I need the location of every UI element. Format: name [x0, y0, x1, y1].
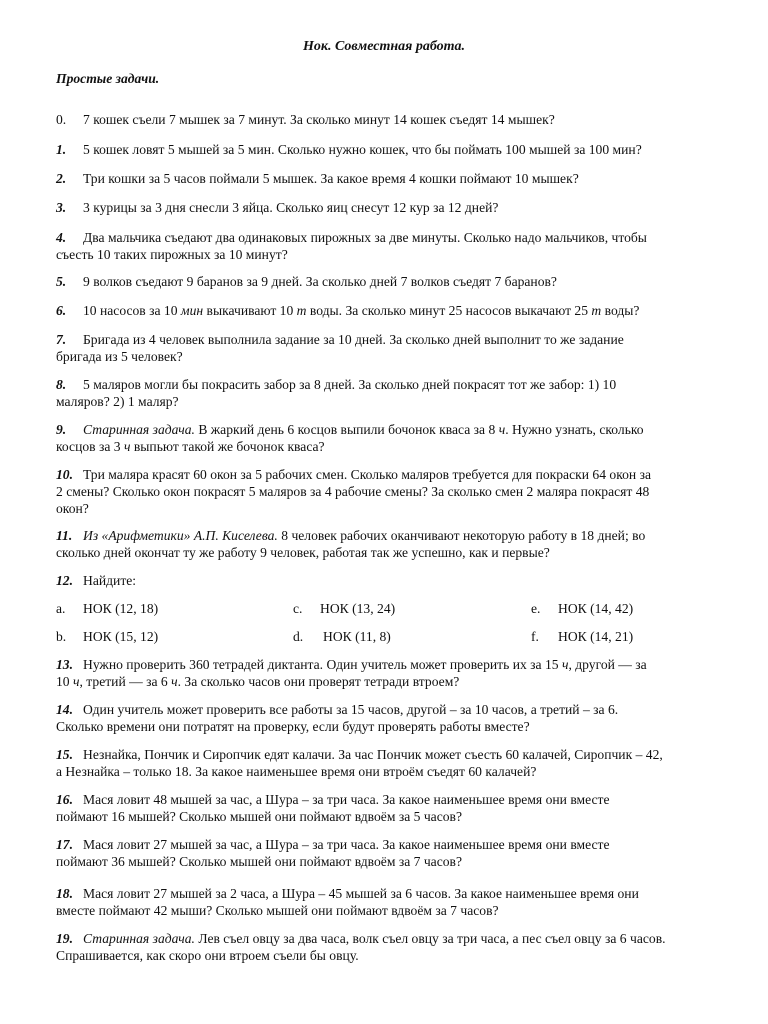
problem-text: воды?	[601, 303, 640, 318]
problem-text: косцов за 3	[56, 439, 124, 454]
problem-text-line1: Бригада из 4 человек выполнила задание за 10 дней. За сколько дней выполнит то же задание	[83, 332, 624, 347]
problem-text: 9 волков съедают 9 баранов за 9 дней. За сколько дней 7 волков съедят 7 баранов?	[83, 274, 557, 289]
problem-13	[56, 656, 724, 690]
problem-3	[56, 199, 724, 216]
item-expression: НОК (11, 8)	[323, 629, 391, 644]
unit-text: ч	[561, 657, 569, 672]
problem-9	[56, 421, 724, 455]
problem-text-line2: поймают 16 мышей? Сколько мышей они поймают вдвоём за 5 часов?	[56, 809, 462, 824]
problem-text: выпьют такой же бочонок кваса?	[130, 439, 325, 454]
problem-text-line1: Два мальчика съедают два одинаковых пирожных за две минуты. Сколько надо мальчиков, чтобы	[83, 230, 647, 245]
problem-text: 5 кошек ловят 5 мышей за 5 мин. Сколько нужно кошек, что бы поймать 100 мышей за 100 мин?	[83, 142, 642, 157]
problem-text: . Нужно узнать, сколько	[505, 422, 644, 437]
item-expression: НОК (12, 18)	[83, 601, 159, 616]
item-expression: НОК (14, 21)	[558, 629, 634, 644]
problem-number: 1.	[56, 142, 67, 157]
problem-text-line1: Три маляра красят 60 окон за 5 рабочих смен. Сколько маляров требуется для покраски 64 окон за	[83, 467, 651, 482]
problem-text: Найдите:	[83, 573, 137, 588]
problem-number: 0.	[56, 112, 67, 127]
problem-11	[56, 527, 724, 561]
problem-text-line2: Спрашивается, как скоро они втроем съели бы овцу.	[56, 948, 359, 963]
problem-text: , другой — за	[568, 657, 647, 672]
item-letter: e.	[531, 601, 541, 616]
problem-number: 8.	[56, 377, 67, 392]
nok-item	[56, 600, 158, 617]
item-letter: c.	[293, 601, 303, 616]
problem-text: 8 человек рабочих оканчивают некоторую работу в 18 дней; во	[277, 528, 646, 543]
problem-text-line2: сколько дней окончат ту же работу 9 человек, работая так же успешно, как и первые?	[56, 545, 550, 560]
problem-text-line1: Мася ловит 48 мышей за час, а Шура – за три часа. За какое наименьшее время они вместе	[83, 792, 610, 807]
problem-text-line2: вместе поймают 42 мыши? Сколько мышей они поймают вдвоём за 7 часов?	[56, 903, 499, 918]
unit-text: мин	[180, 303, 204, 318]
problem-8	[56, 376, 724, 410]
problem-number: 4.	[56, 230, 67, 245]
nok-item	[531, 628, 633, 645]
problem-text-line2: Сколько времени они потратят на проверку, если будут проверять работы вместе?	[56, 719, 530, 734]
nok-row	[56, 600, 724, 617]
nok-item	[293, 628, 391, 645]
problem-text-line2: а Незнайка – только 18. За какое наименьшее время они втроём съедят 60 калачей?	[56, 764, 537, 779]
unit-text: ч	[123, 439, 131, 454]
problem-5	[56, 273, 724, 290]
item-expression: НОК (15, 12)	[83, 629, 159, 644]
problem-10	[56, 466, 724, 517]
problem-text-line2: 2 смены? Сколько окон покрасят 5 маляров за 4 рабочие смены? За сколько смен 2 маляра покрасят 48	[56, 484, 650, 499]
problem-0	[56, 111, 724, 128]
problem-number: 10.	[56, 467, 73, 482]
problem-2	[56, 170, 724, 187]
problem-number: 3.	[56, 200, 67, 215]
problem-text: , третий — за 6	[79, 674, 172, 689]
problem-12	[56, 572, 724, 589]
problem-text: 10 насосов за 10	[83, 303, 181, 318]
problem-text-line1: Незнайка, Пончик и Сиропчик едят калачи. За час Пончик может съесть 60 калачей, Сиропчик – 42,	[83, 747, 663, 762]
problem-number: 2.	[56, 171, 67, 186]
problem-text: . За сколько часов они проверят тетради втроем?	[177, 674, 460, 689]
unit-text: т	[591, 303, 602, 318]
problem-lead: Старинная задача.	[83, 931, 195, 946]
problem-16	[56, 791, 724, 825]
nok-item	[531, 600, 633, 617]
problem-text-line2: поймают 36 мышей? Сколько мышей они поймают вдвоём за 7 часов?	[56, 854, 462, 869]
problem-text-line2: съесть 10 таких пирожных за 10 минут?	[56, 247, 288, 262]
problem-4	[56, 229, 724, 263]
problem-7	[56, 331, 724, 365]
nok-item	[293, 600, 395, 617]
problem-text: Лев съел овцу за два часа, волк съел овцу за три часа, а пес съел овцу за 6 часов.	[194, 931, 666, 946]
page-title: Нок. Совместная работа.	[302, 39, 466, 54]
problem-text-line3: окон?	[56, 501, 89, 516]
item-expression: НОК (14, 42)	[558, 601, 634, 616]
problem-17	[56, 836, 724, 870]
problem-number: 11.	[56, 528, 73, 543]
problem-lead: Старинная задача.	[83, 422, 195, 437]
problem-number: 19.	[56, 931, 73, 946]
problem-number: 9.	[56, 422, 67, 437]
problem-6	[56, 302, 724, 319]
problem-number: 7.	[56, 332, 67, 347]
problem-number: 17.	[56, 837, 73, 852]
nok-item	[56, 628, 158, 645]
problem-text-line1: 5 маляров могли бы покрасить забор за 8 дней. За сколько дней покрасят тот же забор: 1) 10	[83, 377, 617, 392]
unit-text: ч	[73, 674, 80, 689]
section-subtitle: Простые задачи.	[56, 71, 160, 86]
problem-number: 18.	[56, 886, 73, 901]
problem-text-line1: Мася ловит 27 мышей за час, а Шура – за три часа. За какое наименьшее время они вместе	[83, 837, 610, 852]
problem-text: выкачивают 10	[203, 303, 297, 318]
problem-number: 12.	[56, 573, 73, 588]
problem-number: 13.	[56, 657, 73, 672]
problem-text-line1: Мася ловит 27 мышей за 2 часа, а Шура – 45 мышей за 6 часов. За какое наименьшее время они	[83, 886, 639, 901]
unit-text: ч	[171, 674, 178, 689]
item-letter: b.	[56, 629, 67, 644]
problem-number: 16.	[56, 792, 73, 807]
problem-15	[56, 746, 724, 780]
problem-19	[56, 930, 724, 964]
problem-1	[56, 141, 724, 158]
problem-text: В жаркий день 6 косцов выпили бочонок кваса за 8	[194, 422, 499, 437]
nok-row	[56, 628, 724, 645]
item-letter: f.	[531, 629, 539, 644]
problem-text: Нужно проверить 360 тетрадей диктанта. Один учитель может проверить их за 15	[83, 657, 562, 672]
unit-text: т	[296, 303, 307, 318]
item-letter: d.	[293, 629, 304, 644]
problem-text: воды. За сколько минут 25 насосов выкачают 25	[306, 303, 592, 318]
problem-text: 7 кошек съели 7 мышек за 7 минут. За сколько минут 14 кошек съедят 14 мышек?	[83, 112, 555, 127]
problem-text-line1: Один учитель может проверить все работы за 15 часов, другой – за 10 часов, а третий – за 6.	[83, 702, 619, 717]
problem-18	[56, 885, 724, 919]
item-letter: a.	[56, 601, 66, 616]
problem-lead: Из «Арифметики» А.П. Киселева.	[83, 528, 278, 543]
problem-text: 10	[56, 674, 73, 689]
problem-text: Три кошки за 5 часов поймали 5 мышек. За какое время 4 кошки поймают 10 мышек?	[83, 171, 579, 186]
unit-text: ч	[498, 422, 506, 437]
problem-text: 3 курицы за 3 дня снесли 3 яйца. Сколько яиц снесут 12 кур за 12 дней?	[83, 200, 499, 215]
problem-14	[56, 701, 724, 735]
problem-number: 15.	[56, 747, 73, 762]
problem-number: 14.	[56, 702, 73, 717]
problem-number: 5.	[56, 274, 67, 289]
item-expression: НОК (13, 24)	[320, 601, 396, 616]
problem-text-line2: маляров? 2) 1 маляр?	[56, 394, 179, 409]
problem-number: 6.	[56, 303, 67, 318]
problem-text-line2: бригада из 5 человек?	[56, 349, 183, 364]
